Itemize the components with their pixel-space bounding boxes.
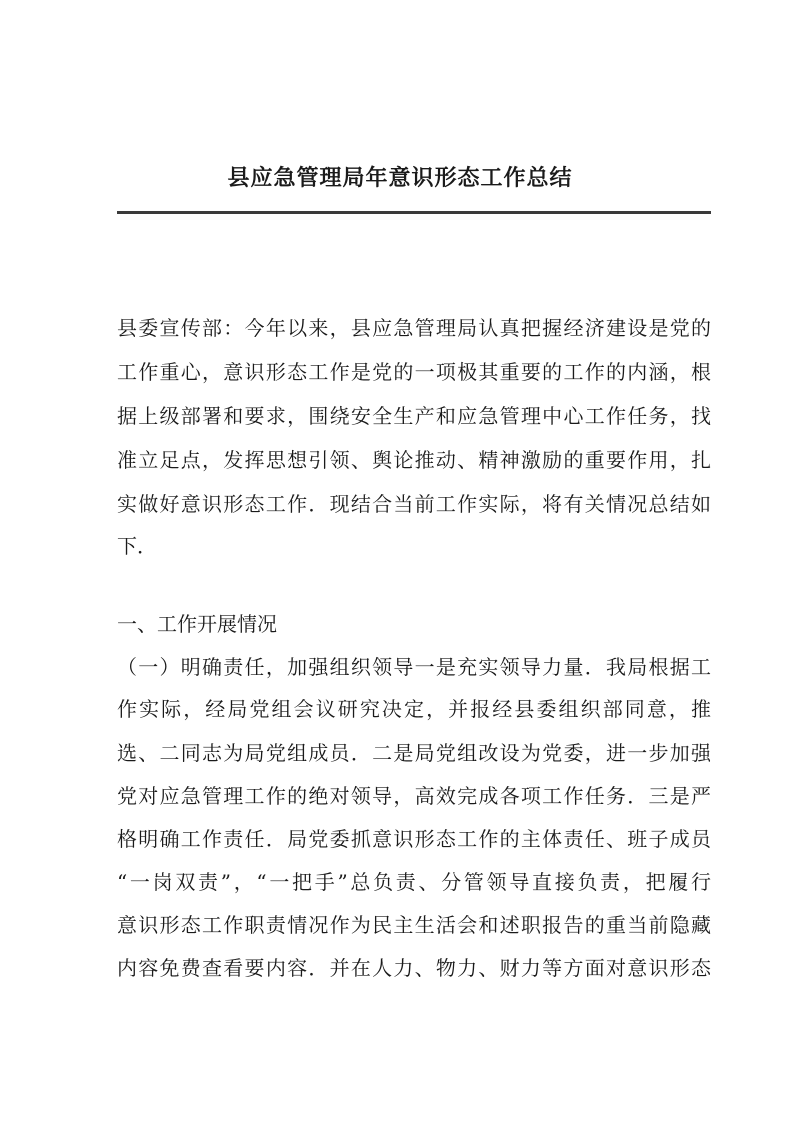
intro-line-3: 据上级部署和要求，围绕安全生产和应急管理中心工作任务，找 [117, 404, 711, 428]
section-line-6: “一岗双责”，“一把手”总负责、分管领导直接负责，把履行 [117, 870, 711, 894]
section-line-4: 党对应急管理工作的绝对领导，高效完成各项工作任务．三是严 [117, 784, 711, 808]
document-title: 县应急管理局年意识形态工作总结 [227, 165, 573, 191]
section-line-8: 内容免费查看要内容．并在人力、物力、财力等方面对意识形态 [117, 956, 711, 980]
intro-line-2: 工作重心，意识形态工作是党的一项极其重要的工作的内涵，根 [117, 360, 711, 384]
intro-line-5: 实做好意识形态工作．现结合当前工作实际，将有关情况总结如 [117, 492, 711, 516]
section-line-3: 选、二同志为局党组成员．二是局党组改设为党委，进一步加强 [117, 741, 711, 765]
section-line-7: 意识形态工作职责情况作为民主生活会和述职报告的重当前隐藏 [117, 913, 711, 937]
title-underline [117, 211, 711, 214]
section-line-5: 格明确工作责任．局党委抓意识形态工作的主体责任、班子成员 [117, 827, 711, 851]
section-line-2: 作实际，经局党组会议研究决定，并报经县委组织部同意，推 [117, 697, 711, 721]
intro-line-4: 准立足点，发挥思想引领、舆论推动、精神激励的重要作用，扎 [117, 448, 711, 472]
section-heading: 一、工作开展情况 [117, 612, 277, 636]
intro-line-6: 下． [117, 534, 157, 558]
intro-line-1: 县委宣传部：今年以来，县应急管理局认真把握经济建设是党的 [117, 316, 711, 340]
section-line-1: （一）明确责任，加强组织领导一是充实领导力量．我局根据工 [117, 655, 711, 679]
